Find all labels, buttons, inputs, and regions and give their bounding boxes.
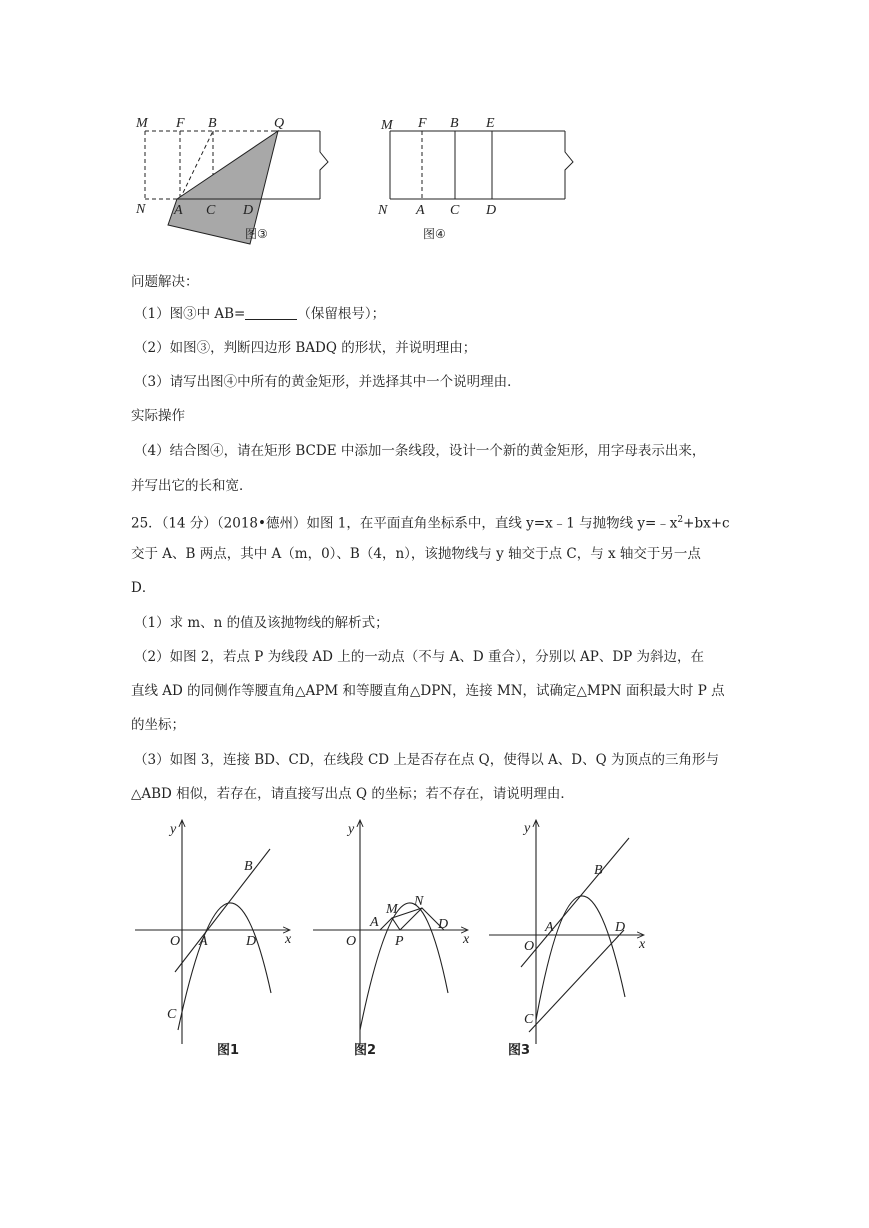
label-b: B bbox=[208, 116, 217, 131]
exponent: 2 bbox=[677, 515, 684, 525]
label-o: O bbox=[170, 934, 181, 949]
label-a: A bbox=[370, 915, 379, 930]
label-b: B bbox=[450, 116, 459, 131]
question-4-line-2: 并写出它的长和宽． bbox=[131, 478, 253, 494]
problem-25-question-2-line-2: 直线 AD 的同侧作等腰直角△APM 和等腰直角△DPN，连接 MN，试确定△MPN 面积最大时 P 点 bbox=[131, 683, 725, 699]
problem-25-question-3-line-2: △ABD 相似，若存在，请直接写出点 Q 的坐标；若不存在，请说明理由． bbox=[131, 786, 574, 802]
label-a: A bbox=[199, 934, 208, 949]
problem-25-question-1: （1）求 m、n 的值及该抛物线的解析式； bbox=[134, 615, 389, 631]
question-4-line-1: （4）结合图④，请在矩形 BCDE 中添加一条线段，设计一个新的黄金矩形，用字母表示出来， bbox=[134, 443, 706, 459]
label-n: N bbox=[414, 894, 424, 909]
parabola bbox=[536, 896, 625, 1020]
problem-25-line-2: 交于 A、B 两点，其中 A（m，0）、B（4，n），该抛物线与 y 轴交于点 C，与 x 轴交于另一点 bbox=[131, 546, 701, 562]
label-n: N bbox=[136, 202, 146, 217]
figure-4 bbox=[375, 110, 585, 245]
label-m: M bbox=[386, 902, 398, 917]
torn-edge bbox=[320, 131, 328, 199]
caption-graph1: 图1 bbox=[217, 1043, 240, 1058]
problem-25-line-3: D． bbox=[131, 580, 156, 596]
question-3: （3）请写出图④中所有的黄金矩形，并选择其中一个说明理由． bbox=[134, 374, 521, 390]
question-1 bbox=[134, 304, 385, 324]
label-x: x bbox=[639, 937, 646, 952]
caption-fig3: 图③ bbox=[245, 227, 268, 241]
problem-25-question-2-line-3: 的坐标； bbox=[131, 717, 185, 733]
label-d: D bbox=[438, 917, 449, 932]
section-problem-solving: 问题解决： bbox=[131, 274, 199, 290]
label-c: C bbox=[167, 1007, 177, 1022]
label-o: O bbox=[524, 939, 535, 954]
graph-3 bbox=[484, 810, 654, 1060]
label-x: x bbox=[463, 932, 470, 947]
label-n: N bbox=[378, 203, 388, 218]
label-e: E bbox=[486, 116, 495, 131]
question-1-suffix: （保留根号）； bbox=[297, 306, 386, 322]
label-d: D bbox=[246, 934, 257, 949]
torn-edge bbox=[565, 131, 573, 199]
label-f: F bbox=[176, 116, 185, 131]
label-a: A bbox=[174, 203, 183, 218]
caption-fig4: 图④ bbox=[423, 227, 446, 241]
label-b: B bbox=[594, 863, 603, 878]
label-b: B bbox=[244, 859, 253, 874]
label-f: F bbox=[418, 116, 427, 131]
label-a: A bbox=[416, 203, 425, 218]
label-d: D bbox=[486, 203, 497, 218]
label-d: D bbox=[615, 920, 626, 935]
problem-25-line-1 bbox=[131, 510, 730, 534]
label-m: M bbox=[136, 116, 148, 131]
caption-graph2: 图2 bbox=[354, 1043, 377, 1058]
label-q: Q bbox=[274, 116, 285, 131]
problem-25-question-2-line-1: （2）如图 2，若点 P 为线段 AD 上的一动点（不与 A、D 重合），分别以 AP、DP 为斜边，在 bbox=[134, 649, 705, 665]
label-o: O bbox=[346, 934, 357, 949]
question-2: （2）如图③，判断四边形 BADQ 的形状，并说明理由； bbox=[134, 340, 477, 356]
question-1-prefix: （1）图③中 AB= bbox=[134, 306, 246, 322]
problem-25-line-1-tail: +bx+c bbox=[683, 515, 730, 532]
label-y: y bbox=[348, 822, 355, 837]
label-x: x bbox=[285, 932, 292, 947]
problem-25-line-1-text: 25．（14 分）（2018•德州）如图 1，在平面直角坐标系中，直线 y=x﹣1 与抛物线 y=﹣x bbox=[131, 515, 678, 532]
section-practical: 实际操作 bbox=[131, 408, 185, 424]
label-a: A bbox=[545, 920, 554, 935]
label-m: M bbox=[381, 118, 393, 133]
label-c: C bbox=[524, 1012, 534, 1027]
graph-1 bbox=[130, 810, 300, 1060]
graph-2 bbox=[308, 810, 478, 1060]
line-ab bbox=[175, 849, 270, 972]
label-c: C bbox=[206, 203, 216, 218]
caption-graph3: 图3 bbox=[508, 1043, 531, 1058]
label-y: y bbox=[524, 821, 531, 836]
label-y: y bbox=[170, 822, 177, 837]
label-d: D bbox=[243, 203, 254, 218]
parabola bbox=[178, 903, 271, 1030]
label-c: C bbox=[450, 203, 460, 218]
label-p: P bbox=[395, 934, 404, 949]
answer-blank[interactable] bbox=[245, 305, 297, 320]
problem-25-question-3-line-1: （3）如图 3，连接 BD、CD，在线段 CD 上是否存在点 Q，使得以 A、D、Q 为顶点的三角形与 bbox=[134, 752, 719, 768]
figure-3 bbox=[130, 110, 340, 245]
